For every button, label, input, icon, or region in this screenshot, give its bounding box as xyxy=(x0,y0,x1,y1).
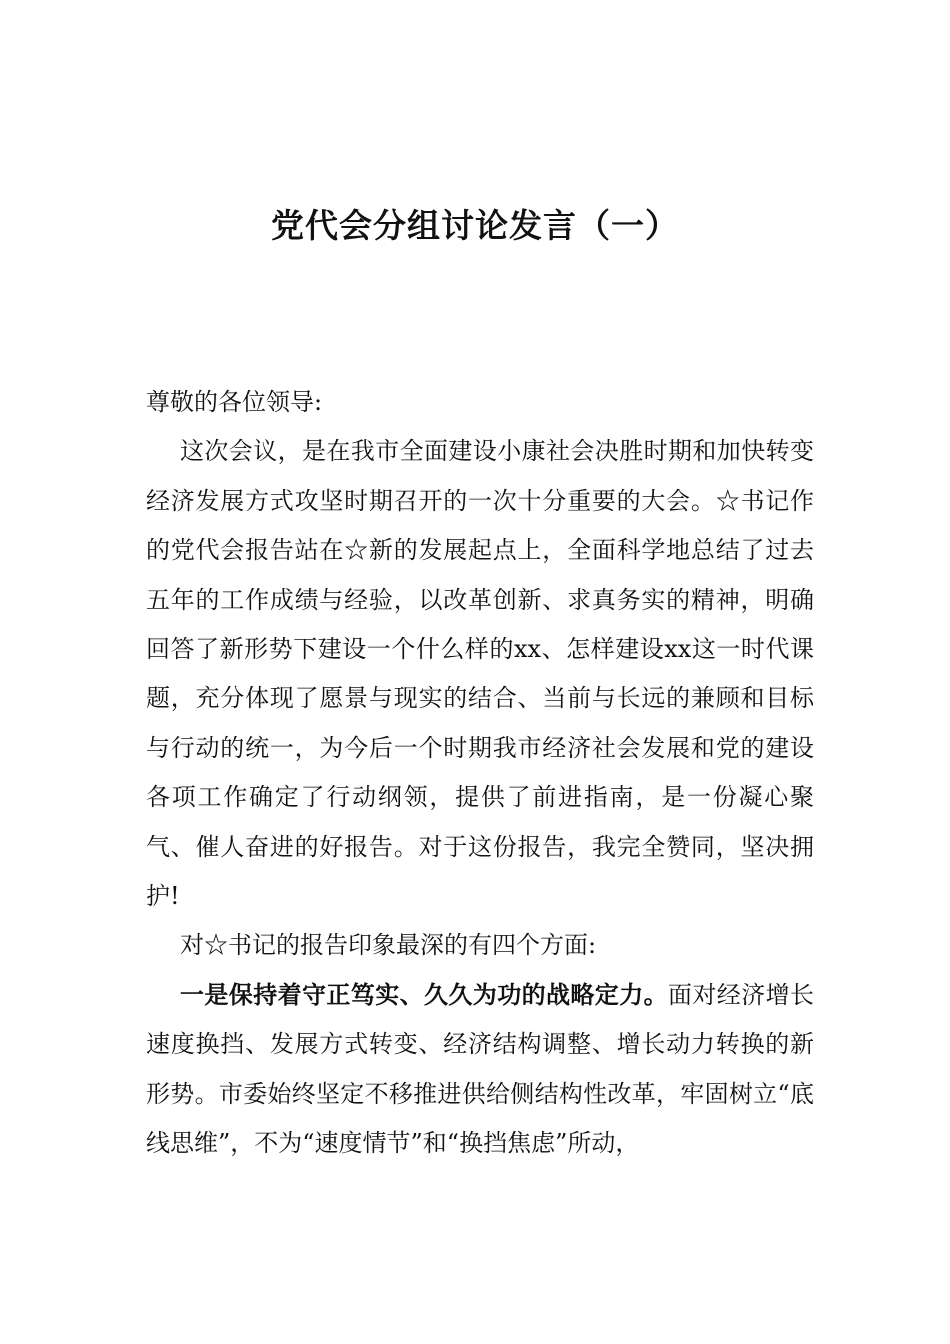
paragraph-text: 对☆书记的报告印象最深的有四个方面: xyxy=(180,931,597,960)
salutation: 尊敬的各位领导: xyxy=(146,388,323,416)
paragraph-point-one xyxy=(146,971,814,1169)
document-body xyxy=(146,378,814,1169)
paragraph-text: 这次会议，是在我市全面建设小康社会决胜时期和加快转变经济发展方式攻坚时期召开的一次十分重要的大会。☆书记作的党代会报告站在☆新的发展起点上，全面科学地总结了过去五年的工作成绩与经验，以改革创新、求真务实的精神，明确回答了新形势下建设一个什么样的xx、怎样建设xx这一时代课题，充分体现了愿景与现实的结合、当前与长远的兼顾和目标与行动的统一，为今后一个时期我市经济社会发展和党的建设各项工作确定了行动纲领，提供了前进指南，是一份凝心聚气、催人奋进的好报告。对于这份报告，我完全赞同，坚决拥护! xyxy=(146,437,814,911)
paragraph-impressions xyxy=(146,921,814,970)
document-title: 党代会分组讨论发言（一） xyxy=(271,206,679,245)
paragraph-lead: 一是保持着守正笃实、久久为功的战略定力。 xyxy=(180,980,668,1009)
paragraph-intro xyxy=(146,427,814,921)
paragraph-text: 面对经济增长速度换挡、发展方式转变、经济结构调整、增长动力转换的新形势。市委始终坚定不移推进供给侧结构性改革，牢固树立“底线思维”，不为“速度情节”和“换挡焦虑”所动， xyxy=(146,980,814,1158)
